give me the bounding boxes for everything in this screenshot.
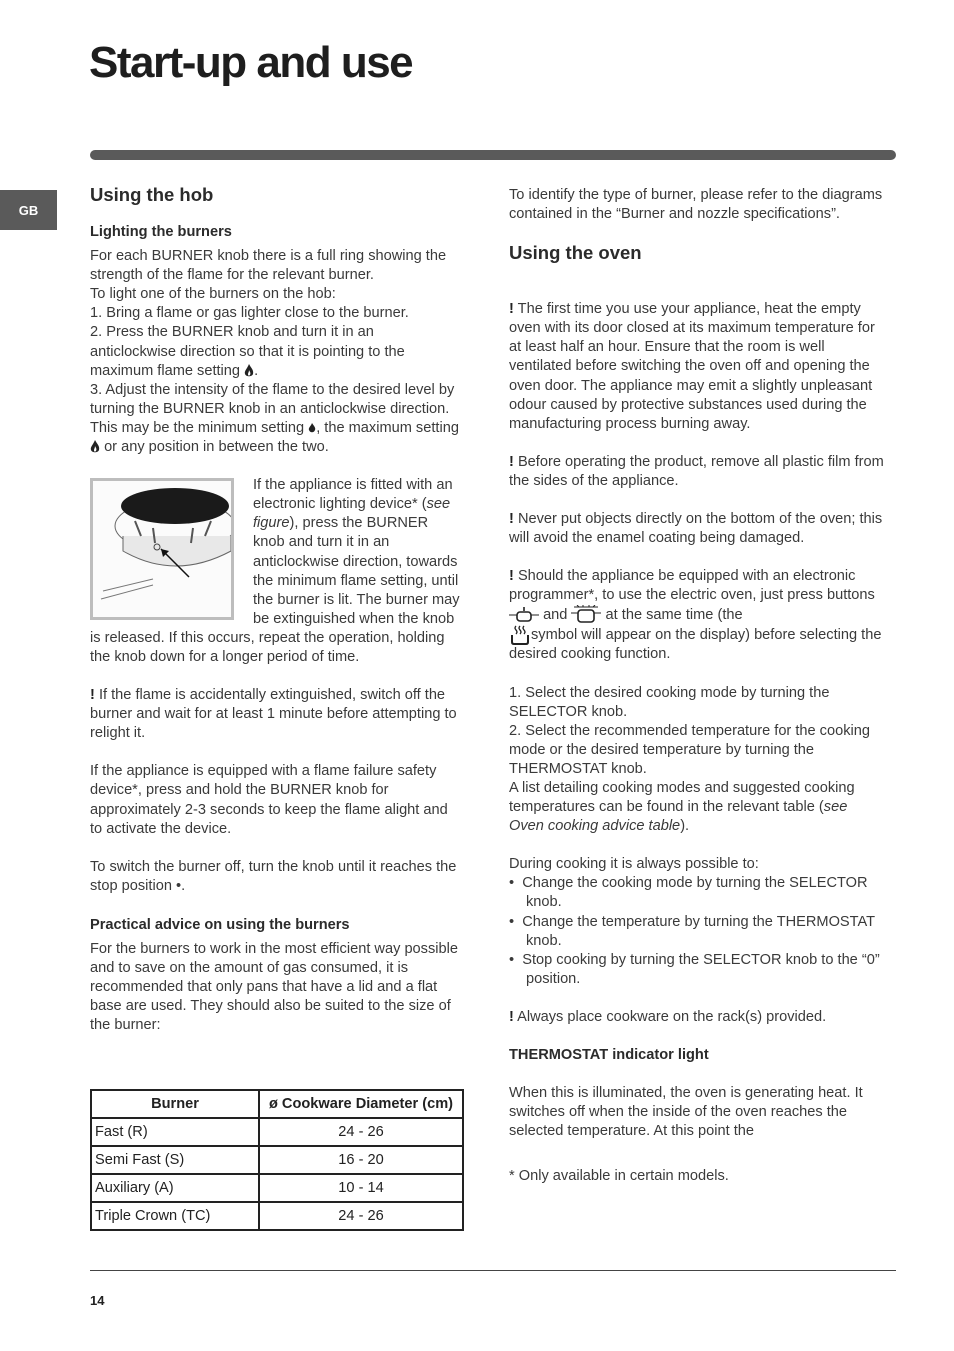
footer-rule bbox=[90, 1270, 896, 1271]
list-item: • Change the cooking mode by turning the SELECTOR knob. bbox=[509, 875, 868, 911]
cooking-table-ref: A list detailing cooking modes and suggested cooking temperatures can be found in the relevant table (see Oven cooking advice table). bbox=[509, 779, 855, 835]
table-row bbox=[91, 1146, 463, 1174]
table-cell: 24 - 26 bbox=[259, 1118, 463, 1146]
oven-button-icon bbox=[571, 605, 601, 625]
warning-icon: ! bbox=[509, 453, 514, 470]
oven-heading: Using the oven bbox=[509, 242, 642, 264]
table-header-row bbox=[91, 1090, 463, 1118]
practical-heading: Practical advice on using the burners bbox=[90, 916, 350, 933]
table-cell: Fast (R) bbox=[91, 1118, 259, 1146]
select-step-2: 2. Select the recommended temperature for the cooking mode or the desired temperature by turning the THERMOSTAT knob. bbox=[509, 722, 870, 777]
table-cell: Semi Fast (S) bbox=[91, 1146, 259, 1174]
burner-figure bbox=[90, 478, 234, 620]
warning-cookware: ! Always place cookware on the rack(s) provided. bbox=[509, 1008, 827, 1025]
lighting-text-2: To light one of the burners on the hob: bbox=[90, 286, 336, 303]
electronic-lighting-block bbox=[90, 476, 462, 667]
table-header: ø Cookware Diameter (cm) bbox=[259, 1090, 463, 1118]
list-item: • Stop cooking by turning the SELECTOR knob to the “0” position. bbox=[509, 951, 880, 987]
table-cell: Triple Crown (TC) bbox=[91, 1202, 259, 1230]
warning-flame-extinguished: ! If the flame is accidentally extinguished, switch off the burner and wait for at least 1 minute before attempting to relight it. bbox=[90, 687, 457, 742]
lighting-text-1: For each BURNER knob there is a full ring showing the strength of the flame for the relevant burner. bbox=[90, 248, 447, 284]
table-cell: 24 - 26 bbox=[259, 1202, 463, 1230]
table-header: Burner bbox=[91, 1090, 259, 1118]
page-title: Start-up and use bbox=[89, 38, 413, 87]
switch-off-text: To switch the burner off, turn the knob until it reaches the stop position •. bbox=[90, 858, 457, 894]
flame-failure-text: If the appliance is equipped with a flame failure safety device*, press and hold the BURNER knob for approximately 2-3 seconds to keep the flame alight and to activate the device. bbox=[90, 763, 448, 837]
during-cooking-text: During cooking it is always possible to: bbox=[509, 856, 759, 873]
header-rule bbox=[90, 150, 896, 160]
right-column bbox=[509, 186, 885, 1186]
table-row bbox=[91, 1118, 463, 1146]
language-tab: GB bbox=[0, 190, 57, 230]
thermostat-heading: THERMOSTAT indicator light bbox=[509, 1047, 709, 1063]
footnote: * Only available in certain models. bbox=[509, 1168, 729, 1185]
flame-max-icon bbox=[90, 440, 100, 454]
table-cell: 10 - 14 bbox=[259, 1174, 463, 1202]
page-number: 14 bbox=[90, 1293, 105, 1308]
warning-icon: ! bbox=[509, 568, 514, 585]
flame-min-icon bbox=[308, 423, 316, 433]
electronic-lighting-text: If the appliance is fitted with an electronic lighting device* (see figure), press the BURNER knob and turn it in an anticlockwise direction, towards the minimum flame setting, until the burner is lit. The burner may be extinguished when the knob is released. If this occurs, repeat the operation, holding the knob down for a longer period of time. bbox=[90, 477, 460, 665]
practical-text: For the burners to work in the most efficient way possible and to save on the amount of gas consumed, it is recommended that only pans that have a lid and a flat base are used. They should also be suited to the size of the burner: bbox=[90, 941, 458, 1034]
hob-heading: Using the hob bbox=[90, 184, 214, 205]
warning-icon: ! bbox=[509, 1008, 514, 1025]
warning-icon: ! bbox=[509, 301, 514, 318]
warning-oven-bottom: ! Never put objects directly on the bottom of the oven; this will avoid the enamel coating being damaged. bbox=[509, 511, 883, 547]
warning-programmer: ! Should the appliance be equipped with an electronic programmer*, to use the electric oven, just press buttons and at the same time (the symbol will appear on the display) before selecting the desired cooking function. bbox=[509, 568, 882, 663]
burner-table bbox=[90, 1089, 464, 1231]
warning-icon: ! bbox=[90, 687, 95, 704]
thermostat-text: When this is illuminated, the oven is generating heat. It switches off when the inside of the oven reaches the selected temperature. At this point the bbox=[509, 1085, 863, 1140]
timer-button-icon bbox=[509, 607, 539, 623]
list-item: • Change the temperature by turning the THERMOSTAT knob. bbox=[509, 913, 875, 949]
warning-icon: ! bbox=[509, 511, 514, 528]
left-column bbox=[90, 183, 462, 1035]
warning-plastic-film: ! Before operating the product, remove all plastic film from the sides of the appliance. bbox=[509, 453, 884, 489]
table-row bbox=[91, 1174, 463, 1202]
cooking-symbol-icon bbox=[509, 625, 531, 645]
lighting-heading: Lighting the burners bbox=[90, 224, 232, 240]
identify-text: To identify the type of burner, please refer to the diagrams contained in the “Burner and nozzle specifications”. bbox=[509, 187, 883, 223]
table-cell: 16 - 20 bbox=[259, 1146, 463, 1174]
table-cell: Auxiliary (A) bbox=[91, 1174, 259, 1202]
flame-max-icon bbox=[244, 364, 254, 378]
select-step-1: 1. Select the desired cooking mode by turning the SELECTOR knob. bbox=[509, 684, 830, 720]
lighting-step-2: 2. Press the BURNER knob and turn it in an anticlockwise direction so that it is pointing to the maximum flame setting . bbox=[90, 324, 405, 379]
lighting-step-3: 3. Adjust the intensity of the flame to the desired level by turning the BURNER knob in an anticlockwise direction. This may be the minimum setting , the maximum setting or any position in between the two. bbox=[90, 381, 459, 456]
warning-first-use: ! The first time you use your appliance, heat the empty oven with its door closed at its maximum temperature for at least half an hour. Ensure that the room is well ventilated before switching the oven off and opening the oven door. The appliance may emit a slightly unpleasant odour caused by protective substances used during the manufacturing process burning away. bbox=[509, 301, 875, 432]
table-row bbox=[91, 1202, 463, 1230]
lighting-step-1: 1. Bring a flame or gas lighter close to the burner. bbox=[90, 305, 409, 322]
